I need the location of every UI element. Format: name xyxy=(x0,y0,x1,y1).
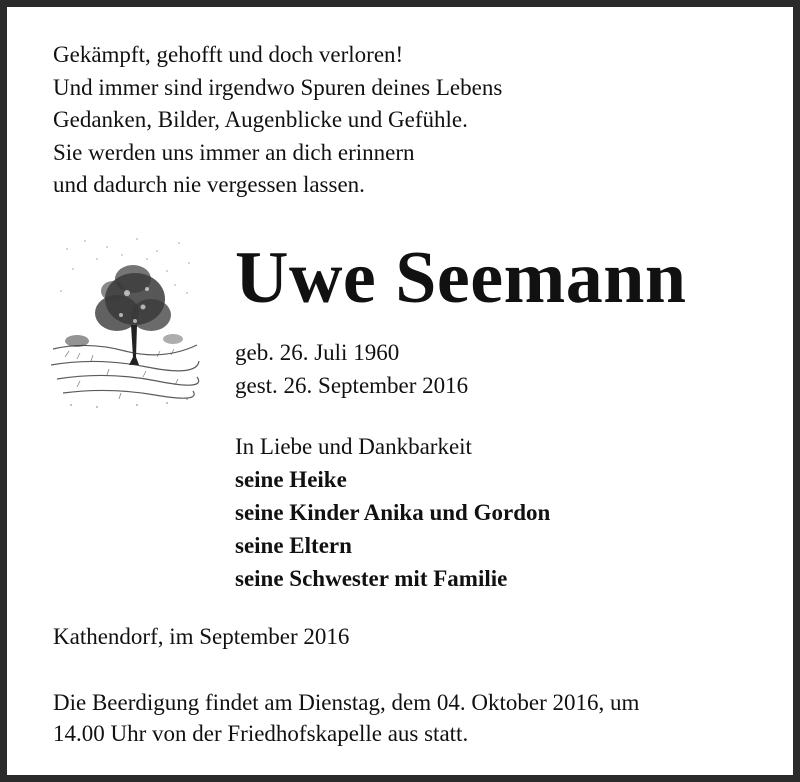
poem-line: Gekämpft, gehofft und doch verloren! xyxy=(53,42,404,67)
poem-line: Sie werden uns immer an dich erinnern xyxy=(53,139,415,165)
mourner: seine Schwester mit Familie xyxy=(235,566,508,591)
mourner: seine Heike xyxy=(235,467,347,492)
mourner: seine Kinder Anika und Gordon xyxy=(235,500,551,525)
poem-line: Und immer sind irgendwo Spuren deines Lebens xyxy=(53,74,503,100)
poem-line: und dadurch nie vergessen lassen. xyxy=(53,172,365,197)
poem xyxy=(53,39,502,202)
deceased-name: Uwe Seemann xyxy=(235,237,687,319)
life-dates xyxy=(235,336,468,402)
funeral-line: 14.00 Uhr von der Friedhofskapelle aus statt. xyxy=(53,721,469,746)
place-and-date: Kathendorf, im September 2016 xyxy=(53,624,350,649)
poem-line: Gedanken, Bilder, Augenblicke und Gefühle. xyxy=(53,107,468,132)
death-date: gest. 26. September 2016 xyxy=(235,373,469,398)
mourner: seine Eltern xyxy=(235,533,352,558)
birth-date: geb. 26. Juli 1960 xyxy=(235,340,400,365)
mourners-intro: In Liebe und Dankbarkeit xyxy=(235,434,472,459)
funeral-notice xyxy=(53,687,639,749)
mourners xyxy=(235,430,550,595)
tree-landscape-illustration xyxy=(47,229,203,415)
funeral-line: Die Beerdigung findet am Dienstag, dem 04. Oktober 2016, um xyxy=(53,690,640,715)
